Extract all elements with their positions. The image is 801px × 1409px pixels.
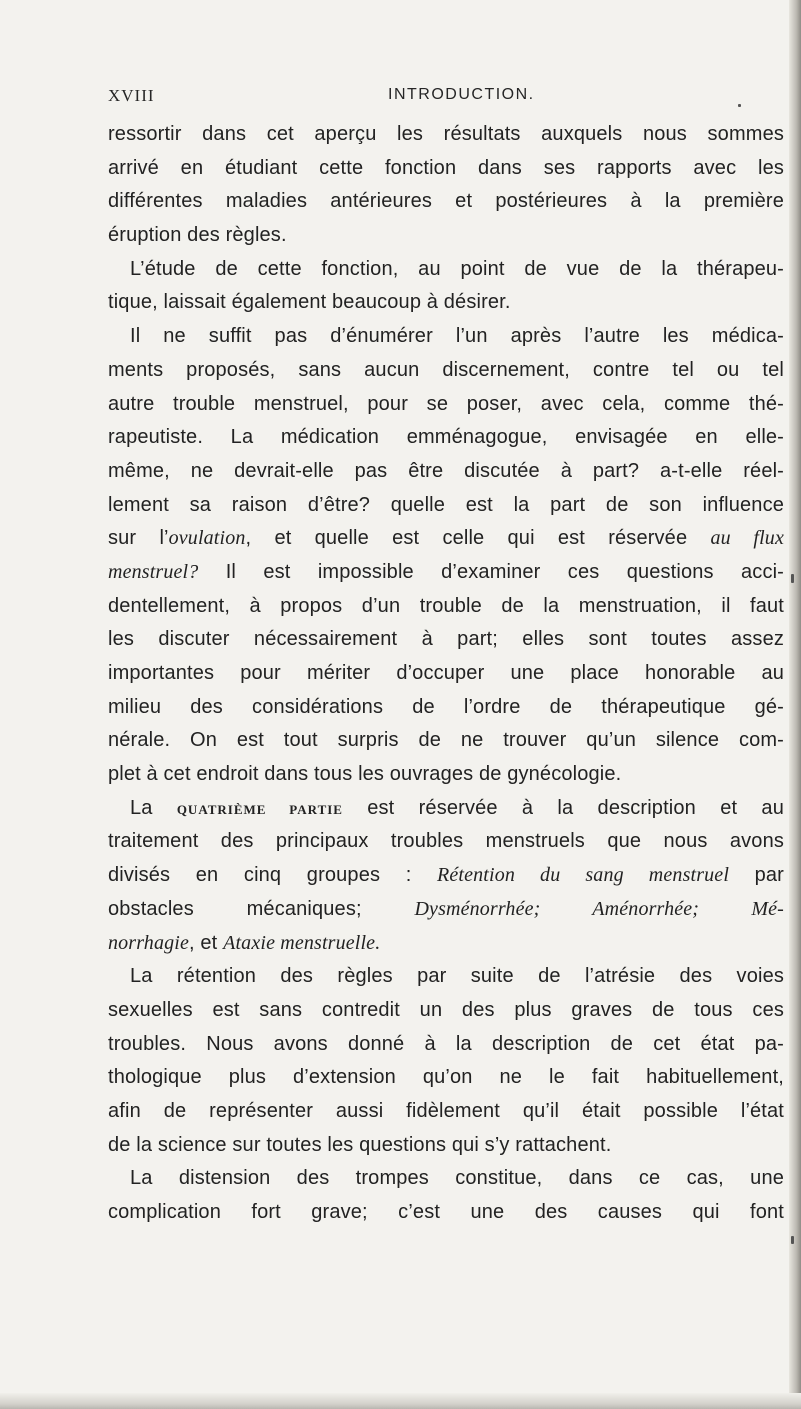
page-edge-bottom	[0, 1393, 801, 1409]
text-line	[108, 522, 784, 556]
italic-term: Rétention du sang menstruel	[437, 864, 730, 887]
text-line: traitement des principaux troubles menstruels que nous avons	[108, 830, 784, 853]
text-segment: divisés en cinq groupes :	[108, 864, 438, 887]
text-segment: , et quelle est celle qui est réservée	[245, 527, 711, 550]
text-line: différentes maladies antérieures et postérieures à la première	[108, 190, 784, 213]
text-line: troubles. Nous avons donné à la description de cet état pa-	[108, 1032, 784, 1055]
text-line: Il ne suffit pas d’énumérer l’un après l’autre les médica-	[130, 325, 784, 348]
italic-term: ovulation	[168, 527, 246, 550]
text-segment: par	[729, 864, 784, 887]
text-line: complication fort grave; c’est une des causes qui font	[108, 1201, 784, 1223]
text-line: thologique plus d’extension qu’on ne le fait habituellement,	[108, 1066, 784, 1089]
text-line: La rétention des règles par suite de l’atrésie des voies	[130, 965, 784, 988]
text-line: importantes pour mériter d’occuper une place honorable au	[108, 662, 784, 684]
text-line: La distension des trompes constitue, dans ce cas, une	[130, 1167, 784, 1190]
text-line: plet à cet endroit dans tous les ouvrages de gynécologie.	[108, 763, 622, 786]
text-segment: Il est impossible d’examiner ces questions acci-	[198, 560, 784, 583]
text-line: rapeutiste. La médication emménagogue, envisagée en elle-	[108, 426, 784, 449]
text-line: éruption des règles.	[108, 224, 287, 247]
margin-speck	[791, 574, 794, 583]
text-line: ressortir dans cet aperçu les résultats auxquels nous sommes	[108, 123, 784, 145]
text-line	[108, 556, 784, 590]
text-segment: , et	[189, 931, 224, 954]
italic-term: norrhagie	[108, 931, 189, 954]
margin-speck	[738, 104, 741, 107]
text-line: afin de représenter aussi fidèlement qu’il était possible l’état	[108, 1099, 784, 1122]
text-line	[108, 859, 784, 893]
small-caps-heading: QUATRIÈME PARTIE	[176, 801, 343, 817]
text-line: de la science sur toutes les questions qui s’y rattachent.	[108, 1133, 612, 1156]
page-number: XVIII	[108, 86, 155, 105]
text-line: lement sa raison d’être? quelle est la part de son influence	[108, 493, 784, 516]
text-segment: obstacles mécaniques;	[108, 897, 415, 920]
text-line: sexuelles est sans contredit un des plus graves de tous ces	[108, 998, 784, 1021]
running-head	[108, 86, 720, 110]
text-line	[108, 893, 784, 927]
text-line: ments proposés, sans aucun discernement, contre tel ou tel	[108, 358, 784, 381]
text-line: même, ne devrait-elle pas être discutée à part? a-t-elle réel-	[108, 459, 784, 482]
text-line: dentellement, à propos d’un trouble de la menstruation, il faut	[108, 594, 784, 617]
text-line: nérale. On est tout surpris de ne trouver qu’un silence com-	[108, 729, 784, 752]
text-segment: La	[130, 796, 177, 819]
text-line: milieu des considérations de l’ordre de thérapeutique gé-	[108, 695, 784, 718]
page-edge-right	[789, 0, 801, 1409]
text-segment: est réservée à la description et au	[342, 796, 784, 819]
text-line: L’étude de cette fonction, au point de vue de la thérapeu-	[130, 257, 784, 280]
italic-term: au flux	[710, 527, 784, 550]
text-line: tique, laissait également beaucoup à désirer.	[108, 291, 511, 314]
text-line: autre trouble menstruel, pour se poser, avec cela, comme thé-	[108, 392, 784, 415]
margin-speck	[791, 1236, 794, 1244]
body-text	[108, 118, 784, 1230]
italic-term: Dysménorrhée; Aménorrhée; Mé-	[414, 897, 784, 920]
section-title: INTRODUCTION.	[388, 86, 535, 103]
italic-term: menstruel?	[108, 560, 199, 583]
text-segment: sur l’	[108, 527, 169, 550]
text-line	[108, 792, 784, 826]
text-line: les discuter nécessairement à part; elles sont toutes assez	[108, 628, 784, 651]
italic-term: Ataxie menstruelle.	[223, 931, 381, 954]
text-line: arrivé en étudiant cette fonction dans ses rapports avec les	[108, 156, 784, 179]
text-line	[108, 927, 608, 961]
